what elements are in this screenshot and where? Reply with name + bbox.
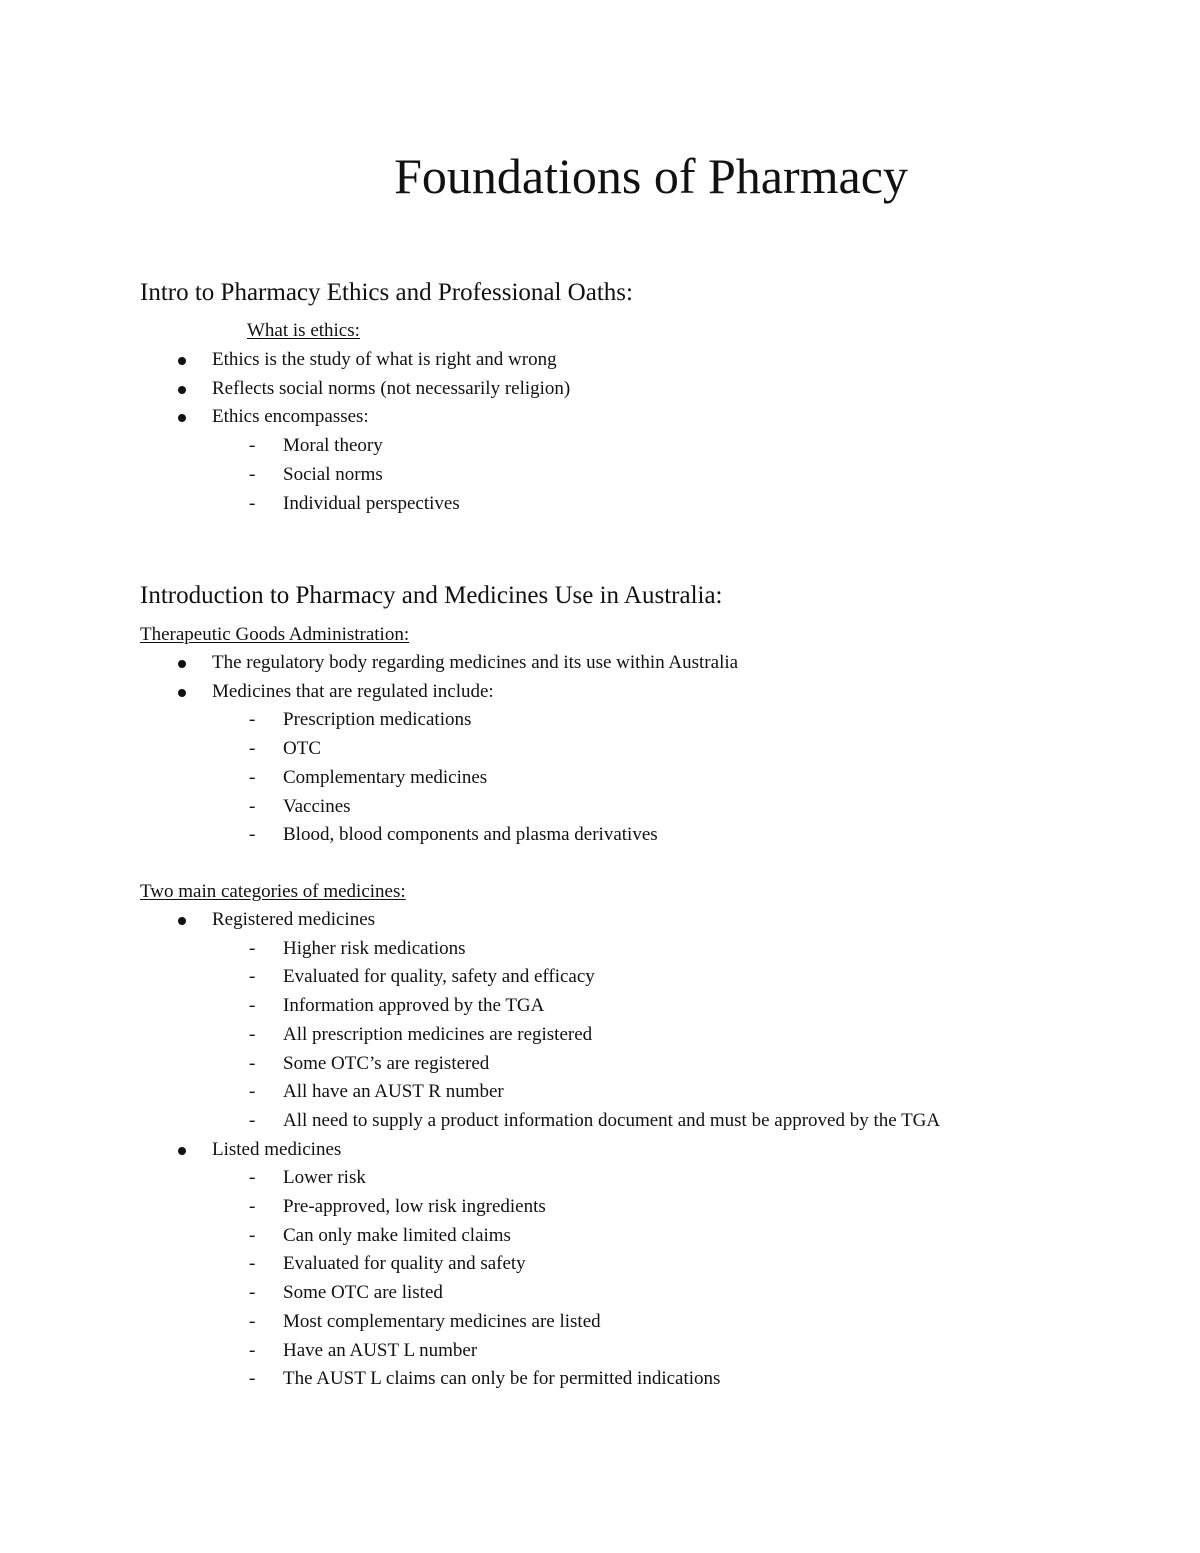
bullet-icon xyxy=(178,1147,186,1155)
sub-list-item: Complementary medicines xyxy=(283,766,488,788)
sub-list-item: Some OTC are listed xyxy=(283,1282,443,1304)
sub-list-item: Prescription medications xyxy=(283,709,472,731)
section-subheading: Therapeutic Goods Administration: xyxy=(140,624,410,645)
dash-marker: - xyxy=(249,709,256,731)
section-heading: Introduction to Pharmacy and Medicines Use in Australia: xyxy=(140,582,723,609)
document-title: Foundations of Pharmacy xyxy=(394,148,908,204)
dash-marker: - xyxy=(249,1196,256,1217)
dash-marker: - xyxy=(249,966,256,988)
sub-list-item: Most complementary medicines are listed xyxy=(283,1310,601,1332)
list-item: The regulatory body regarding medicines and its use within Australia xyxy=(212,652,739,673)
dash-marker: - xyxy=(249,1081,256,1103)
dash-marker: - xyxy=(249,738,256,760)
list-item: Ethics is the study of what is right and wrong xyxy=(212,349,557,370)
dash-marker: - xyxy=(249,995,256,1017)
bullet-icon xyxy=(178,386,186,394)
sub-list-item: Social norms xyxy=(283,463,383,485)
sub-list-item: All prescription medicines are registered xyxy=(283,1023,593,1045)
sub-list-item: Evaluated for quality and safety xyxy=(283,1253,526,1275)
dash-marker: - xyxy=(249,492,256,514)
list-item: Listed medicines xyxy=(212,1138,342,1160)
sub-list-item: Higher risk medications xyxy=(283,937,466,959)
sub-list-item: Some OTC’s are registered xyxy=(283,1052,490,1074)
dash-marker: - xyxy=(249,824,256,846)
sub-list-item: Individual perspectives xyxy=(283,492,460,514)
sub-list-item: Information approved by the TGA xyxy=(283,995,545,1017)
sub-list-item: Can only make limited claims xyxy=(283,1224,511,1246)
list-item: Ethics encompasses: xyxy=(212,406,369,428)
section-heading: Intro to Pharmacy Ethics and Professional Oaths: xyxy=(140,279,633,306)
dash-marker: - xyxy=(249,766,256,788)
dash-marker: - xyxy=(249,1023,256,1045)
dash-marker: - xyxy=(249,795,256,817)
bullet-icon xyxy=(178,689,186,697)
dash-marker: - xyxy=(249,1253,256,1275)
list-item: Reflects social norms (not necessarily religion) xyxy=(212,377,571,399)
dash-marker: - xyxy=(249,1282,256,1304)
dash-marker: - xyxy=(249,435,256,457)
dash-marker: - xyxy=(249,1339,256,1361)
section-subheading: Two main categories of medicines: xyxy=(140,881,406,902)
sub-list-item: The AUST L claims can only be for permitted indications xyxy=(283,1368,721,1390)
dash-marker: - xyxy=(249,1368,256,1390)
dash-marker: - xyxy=(249,1167,256,1189)
sub-list-item: All have an AUST R number xyxy=(283,1081,504,1103)
bullet-icon xyxy=(178,414,186,422)
dash-marker: - xyxy=(249,937,256,959)
dash-marker: - xyxy=(249,463,256,485)
bullet-icon xyxy=(178,660,186,668)
dash-marker: - xyxy=(249,1052,256,1074)
dash-marker: - xyxy=(249,1224,256,1246)
sub-list-item: Have an AUST L number xyxy=(283,1339,478,1361)
bullet-icon xyxy=(178,357,186,365)
list-item: Medicines that are regulated include: xyxy=(212,680,494,702)
sub-list-item: All need to supply a product information document and must be approved by the TGA xyxy=(283,1109,941,1131)
sub-list-item: Pre-approved, low risk ingredients xyxy=(283,1196,546,1217)
sub-list-item: Blood, blood components and plasma derivatives xyxy=(283,824,658,846)
sub-list-item: OTC xyxy=(283,738,321,760)
sub-list-item: Lower risk xyxy=(283,1167,366,1189)
list-item: Registered medicines xyxy=(212,909,376,930)
sub-list-item: Vaccines xyxy=(283,795,351,817)
dash-marker: - xyxy=(249,1109,256,1131)
dash-marker: - xyxy=(249,1310,256,1332)
sub-list-item: Moral theory xyxy=(283,435,383,457)
section-subheading: What is ethics: xyxy=(247,320,360,341)
sub-list-item: Evaluated for quality, safety and efficacy xyxy=(283,966,595,988)
bullet-icon xyxy=(178,917,186,925)
